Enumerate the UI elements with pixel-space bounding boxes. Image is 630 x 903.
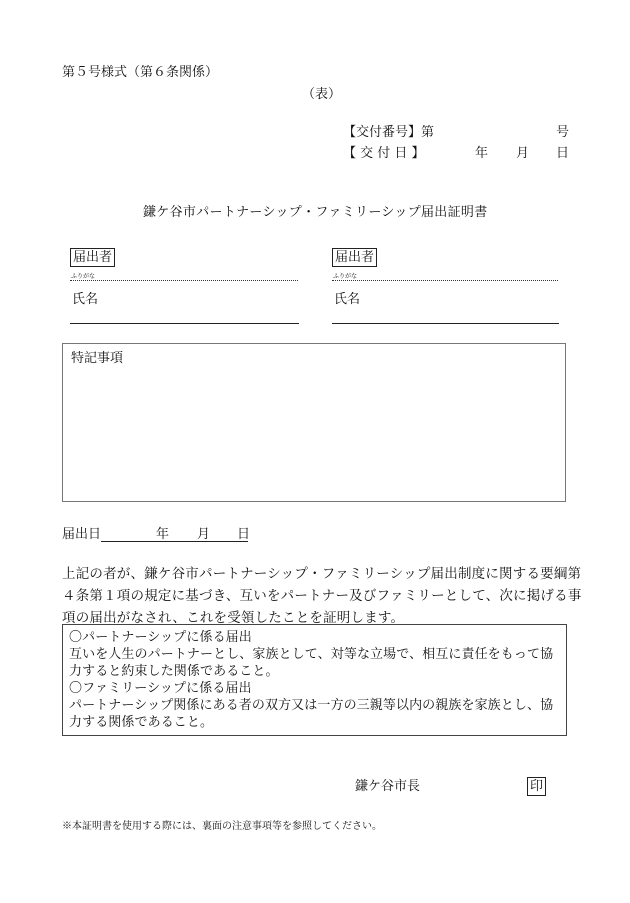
- issue-date-day: 日: [556, 146, 570, 161]
- issue-number-suffix: 号: [556, 125, 570, 140]
- furigana-line[interactable]: [70, 280, 298, 281]
- submission-date-label: 届出日: [62, 527, 102, 542]
- issue-date-year: 年: [475, 146, 489, 161]
- furigana-label: ふりがな: [71, 273, 96, 280]
- submission-day: 日: [237, 527, 251, 542]
- furigana-label: ふりがな: [333, 273, 358, 280]
- certification-line: ４条第１項の規定に基づき、互いをパートナー及びファミリーとして、次に掲げる事: [62, 588, 582, 604]
- definitions-box: [62, 624, 567, 736]
- certification-line: 上記の者が、鎌ケ谷市パートナーシップ・ファミリーシップ届出制度に関する要綱第: [62, 566, 582, 582]
- partnership-line: 互いを人生のパートナーとし、家族として、対等な立場で、相互に責任をもって協: [69, 647, 554, 662]
- familyship-line: パートナーシップ関係にある者の双方又は一方の三親等以内の親族を家族とし、協: [69, 698, 554, 713]
- partnership-line: 力すると約束した関係であること。: [69, 664, 279, 679]
- document-side: （表）: [302, 87, 342, 102]
- familyship-line: 力する関係であること。: [69, 715, 214, 730]
- partnership-heading: 〇パートナーシップに係る届出: [69, 630, 252, 645]
- familyship-heading: 〇ファミリーシップに係る届出: [69, 681, 252, 696]
- furigana-line[interactable]: [332, 280, 558, 281]
- name-label: 氏名: [334, 292, 361, 307]
- name-label: 氏名: [72, 292, 99, 307]
- certification-line: 項の届出がなされ、これを受領したことを証明します。: [62, 610, 405, 626]
- name-line[interactable]: [70, 323, 299, 324]
- submission-month: 月: [197, 527, 211, 542]
- applicant-label: 届出者: [70, 248, 115, 267]
- issue-date-month: 月: [516, 146, 530, 161]
- definitions-content: [69, 629, 553, 731]
- seal-mark: 印: [527, 777, 546, 796]
- name-line[interactable]: [332, 323, 559, 324]
- issue-date-label: 【 交 付 日 】: [343, 146, 425, 161]
- issue-number-label: 【交付番号】: [343, 125, 422, 140]
- form-number: 第５号様式（第６条関係）: [62, 65, 219, 80]
- submission-year: 年: [156, 527, 170, 542]
- footnote: ※本証明書を使用する際には、裏面の注意事項等を参照してください。: [62, 821, 382, 832]
- remarks-label: 特記事項: [71, 351, 124, 366]
- applicant-label: 届出者: [332, 248, 377, 267]
- remarks-box[interactable]: [62, 343, 566, 502]
- submission-date-line[interactable]: [101, 541, 248, 542]
- certification-text: [62, 563, 582, 629]
- issuer-title: 鎌ケ谷市長: [355, 779, 421, 794]
- document-title: 鎌ケ谷市パートナーシップ・ファミリーシップ届出証明書: [143, 205, 488, 220]
- issue-number-prefix: 第: [421, 125, 435, 140]
